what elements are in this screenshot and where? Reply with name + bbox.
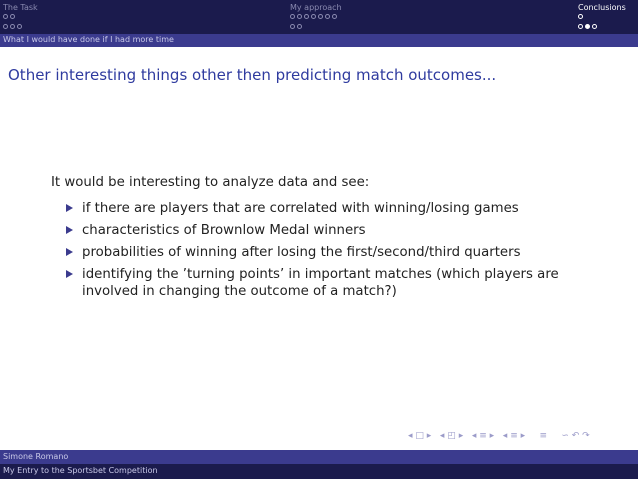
frame-dot[interactable]: [592, 24, 597, 29]
task-progress-row-1: [3, 14, 15, 19]
section-link-approach[interactable]: My approach: [290, 3, 342, 12]
list-item: [66, 222, 586, 239]
intro-text: It would be interesting to analyze data and see:: [51, 175, 370, 190]
list-item-text: probabilities of winning after losing the first/second/third quarters: [82, 245, 521, 260]
footer-title-bar: [0, 464, 638, 479]
navigation-header: [0, 0, 638, 34]
next-arrow-icon[interactable]: ▸: [458, 431, 464, 441]
frame-dot[interactable]: [290, 24, 295, 29]
next-arrow-icon[interactable]: ▸: [520, 431, 526, 441]
frame-dot[interactable]: [297, 24, 302, 29]
subsection-bar: [0, 34, 638, 47]
conclusions-progress-row-1: [578, 14, 583, 19]
footer-author-bar: [0, 450, 638, 464]
frame-dot[interactable]: [3, 14, 8, 19]
section-link-conclusions[interactable]: Conclusions: [578, 3, 626, 12]
frame-icon[interactable]: □: [415, 431, 424, 441]
footer-title: My Entry to the Sportsbet Competition: [3, 466, 158, 475]
search-icon[interactable]: ∽: [561, 431, 569, 441]
list-item: [66, 200, 586, 217]
bullet-triangle-icon: [66, 248, 73, 256]
list-item-text: identifying the ’turning points’ in important matches (which players are involved in changing the outcome of a match?): [82, 267, 559, 299]
bullet-triangle-icon: [66, 226, 73, 234]
list-item: [66, 244, 586, 261]
current-frame-dot[interactable]: [585, 24, 590, 29]
list-item-text: characteristics of Brownlow Medal winners: [82, 223, 366, 238]
conclusions-progress-row-2: [578, 24, 597, 29]
frame-dot[interactable]: [311, 14, 316, 19]
prev-arrow-icon[interactable]: ◂: [408, 431, 413, 441]
list-item: [66, 266, 586, 300]
approach-progress-row-1: [290, 14, 337, 19]
slide-title: Other interesting things other then predicting match outcomes...: [8, 66, 497, 84]
presentation-icon[interactable]: ≡: [510, 431, 518, 441]
frame-dot[interactable]: [318, 14, 323, 19]
subsection-title: What I would have done if I had more time: [3, 35, 174, 44]
bullet-triangle-icon: [66, 270, 73, 278]
footer-author: Simone Romano: [3, 452, 69, 461]
frame-dot[interactable]: [17, 24, 22, 29]
beamer-navigation-symbols: [408, 431, 590, 443]
frame-dot[interactable]: [290, 14, 295, 19]
next-arrow-icon[interactable]: ▸: [426, 431, 432, 441]
approach-progress-row-2: [290, 24, 302, 29]
frame-dot[interactable]: [10, 24, 15, 29]
frame-dot[interactable]: [578, 14, 583, 19]
frame-dot[interactable]: [3, 24, 8, 29]
section-icon[interactable]: ≡: [479, 431, 487, 441]
prev-arrow-icon[interactable]: ◂: [471, 431, 477, 441]
subsection-icon[interactable]: ◰: [447, 431, 456, 441]
bullet-triangle-icon: [66, 204, 73, 212]
task-progress-row-2: [3, 24, 22, 29]
frame-dot[interactable]: [304, 14, 309, 19]
back-icon[interactable]: ↶: [571, 431, 580, 441]
frame-dot[interactable]: [578, 24, 583, 29]
frame-dot[interactable]: [332, 14, 337, 19]
section-link-task[interactable]: The Task: [3, 3, 38, 12]
frame-dot[interactable]: [10, 14, 15, 19]
next-arrow-icon[interactable]: ▸: [489, 431, 495, 441]
frame-dot[interactable]: [297, 14, 302, 19]
list-item-text: if there are players that are correlated with winning/losing games: [82, 201, 519, 216]
appendix-icon[interactable]: ≡: [539, 431, 548, 441]
prev-arrow-icon[interactable]: ◂: [439, 431, 445, 441]
frame-dot[interactable]: [325, 14, 330, 19]
forward-icon[interactable]: ↷: [582, 431, 590, 441]
prev-arrow-icon[interactable]: ◂: [502, 431, 508, 441]
bullet-list: [66, 200, 586, 305]
